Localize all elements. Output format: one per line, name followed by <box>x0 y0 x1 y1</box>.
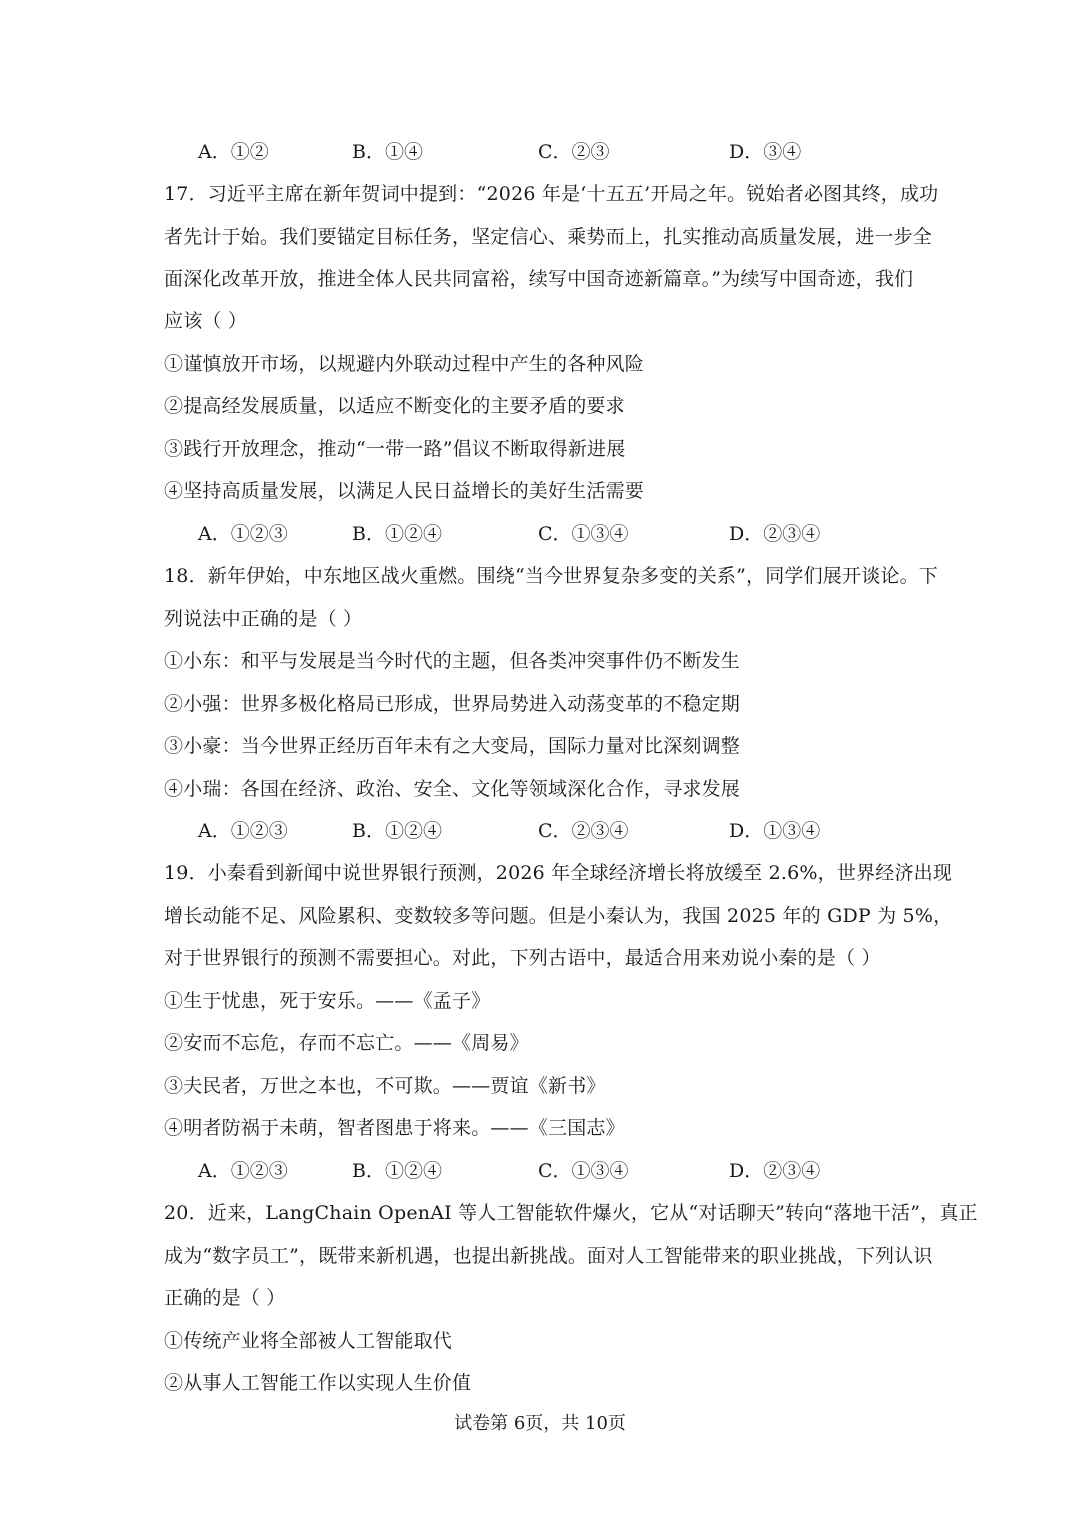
q19-option-b: B．①②④ <box>352 1160 442 1182</box>
q17-item-2: ②提高经发展质量，以适应不断变化的主要矛盾的要求 <box>164 395 625 417</box>
q19-stem-line-3: 对于世界银行的预测不需要担心。对此，下列古语中，最适合用来劝说小秦的是（ ） <box>164 947 881 969</box>
q17-item-4: ④坚持高质量发展，以满足人民日益增长的美好生活需要 <box>164 480 645 502</box>
q18-stem-line-1: 18．新年伊始，中东地区战火重燃。围绕“当今世界复杂多变的关系”，同学们展开谈论。下 <box>164 565 939 587</box>
q16-option-a: A．①② <box>198 141 269 163</box>
q17-option-a: A．①②③ <box>198 523 288 545</box>
q17-stem-line-2: 者先计于始。我们要锚定目标任务，坚定信心、乘势而上，扎实推动高质量发展，进一步全 <box>164 226 933 248</box>
q18-item-3: ③小豪：当今世界正经历百年未有之大变局，国际力量对比深刻调整 <box>164 735 741 757</box>
q17-item-3: ③践行开放理念，推动“一带一路”倡议不断取得新进展 <box>164 438 626 460</box>
q19-option-a: A．①②③ <box>198 1160 288 1182</box>
q19-item-3: ③夫民者，万世之本也，不可欺。——贾谊《新书》 <box>164 1075 606 1097</box>
page-footer: 试卷第 6页，共 10页 <box>454 1413 626 1434</box>
q17-stem-line-1: 17．习近平主席在新年贺词中提到：“2026 年是‘十五五’开局之年。锐始者必图其终，成功 <box>164 183 939 205</box>
q18-option-d: D．①③④ <box>729 820 821 842</box>
q20-item-1: ①传统产业将全部被人工智能取代 <box>164 1330 453 1352</box>
q20-item-2: ②从事人工智能工作以实现人生价值 <box>164 1372 472 1394</box>
q17-item-1: ①谨慎放开市场，以规避内外联动过程中产生的各种风险 <box>164 353 645 375</box>
q16-option-b: B．①④ <box>352 141 423 163</box>
q18-options <box>198 818 898 844</box>
q19-stem-line-1: 19．小秦看到新闻中说世界银行预测，2026 年全球经济增长将放缓至 2.6%，世界经济出现 <box>164 862 953 884</box>
q18-stem-line-2: 列说法中正确的是（ ） <box>164 608 363 630</box>
q19-option-d: D．②③④ <box>729 1160 821 1182</box>
q18-option-c: C．②③④ <box>538 820 629 842</box>
q17-options <box>198 521 898 547</box>
q18-option-a: A．①②③ <box>198 820 288 842</box>
q17-option-d: D．②③④ <box>729 523 821 545</box>
q19-stem-line-2: 增长动能不足、风险累积、变数较多等问题。但是小秦认为，我国 2025 年的 GDP 为 5%， <box>164 905 953 927</box>
q20-stem-line-2: 成为“数字员工”，既带来新机遇，也提出新挑战。面对人工智能带来的职业挑战，下列认识 <box>164 1245 933 1267</box>
q18-item-2: ②小强：世界多极化格局已形成，世界局势进入动荡变革的不稳定期 <box>164 693 741 715</box>
q16-option-d: D．③④ <box>729 141 802 163</box>
q20-stem-line-3: 正确的是（ ） <box>164 1287 286 1309</box>
q17-option-c: C．①③④ <box>538 523 629 545</box>
q16-option-c: C．②③ <box>538 141 610 163</box>
q19-item-4: ④明者防祸于未萌，智者图患于将来。——《三国志》 <box>164 1117 625 1139</box>
q17-option-b: B．①②④ <box>352 523 442 545</box>
q19-option-c: C．①③④ <box>538 1160 629 1182</box>
q18-option-b: B．①②④ <box>352 820 442 842</box>
q19-item-1: ①生于忧患，死于安乐。——《孟子》 <box>164 990 491 1012</box>
q20-stem-line-1: 20．近来，LangChain OpenAI 等人工智能软件爆火，它从“对话聊天”转向“落地干活”，真正 <box>164 1202 978 1224</box>
q18-item-1: ①小东：和平与发展是当今时代的主题，但各类冲突事件仍不断发生 <box>164 650 741 672</box>
q17-stem-line-4: 应该（ ） <box>164 310 248 332</box>
q16-options <box>198 139 898 165</box>
q17-stem-line-3: 面深化改革开放，推进全体人民共同富裕，续写中国奇迹新篇章。”为续写中国奇迹，我们 <box>164 268 914 290</box>
q18-item-4: ④小瑞：各国在经济、政治、安全、文化等领域深化合作，寻求发展 <box>164 778 741 800</box>
q19-options <box>198 1158 898 1184</box>
q19-item-2: ②安而不忘危，存而不忘亡。——《周易》 <box>164 1032 529 1054</box>
